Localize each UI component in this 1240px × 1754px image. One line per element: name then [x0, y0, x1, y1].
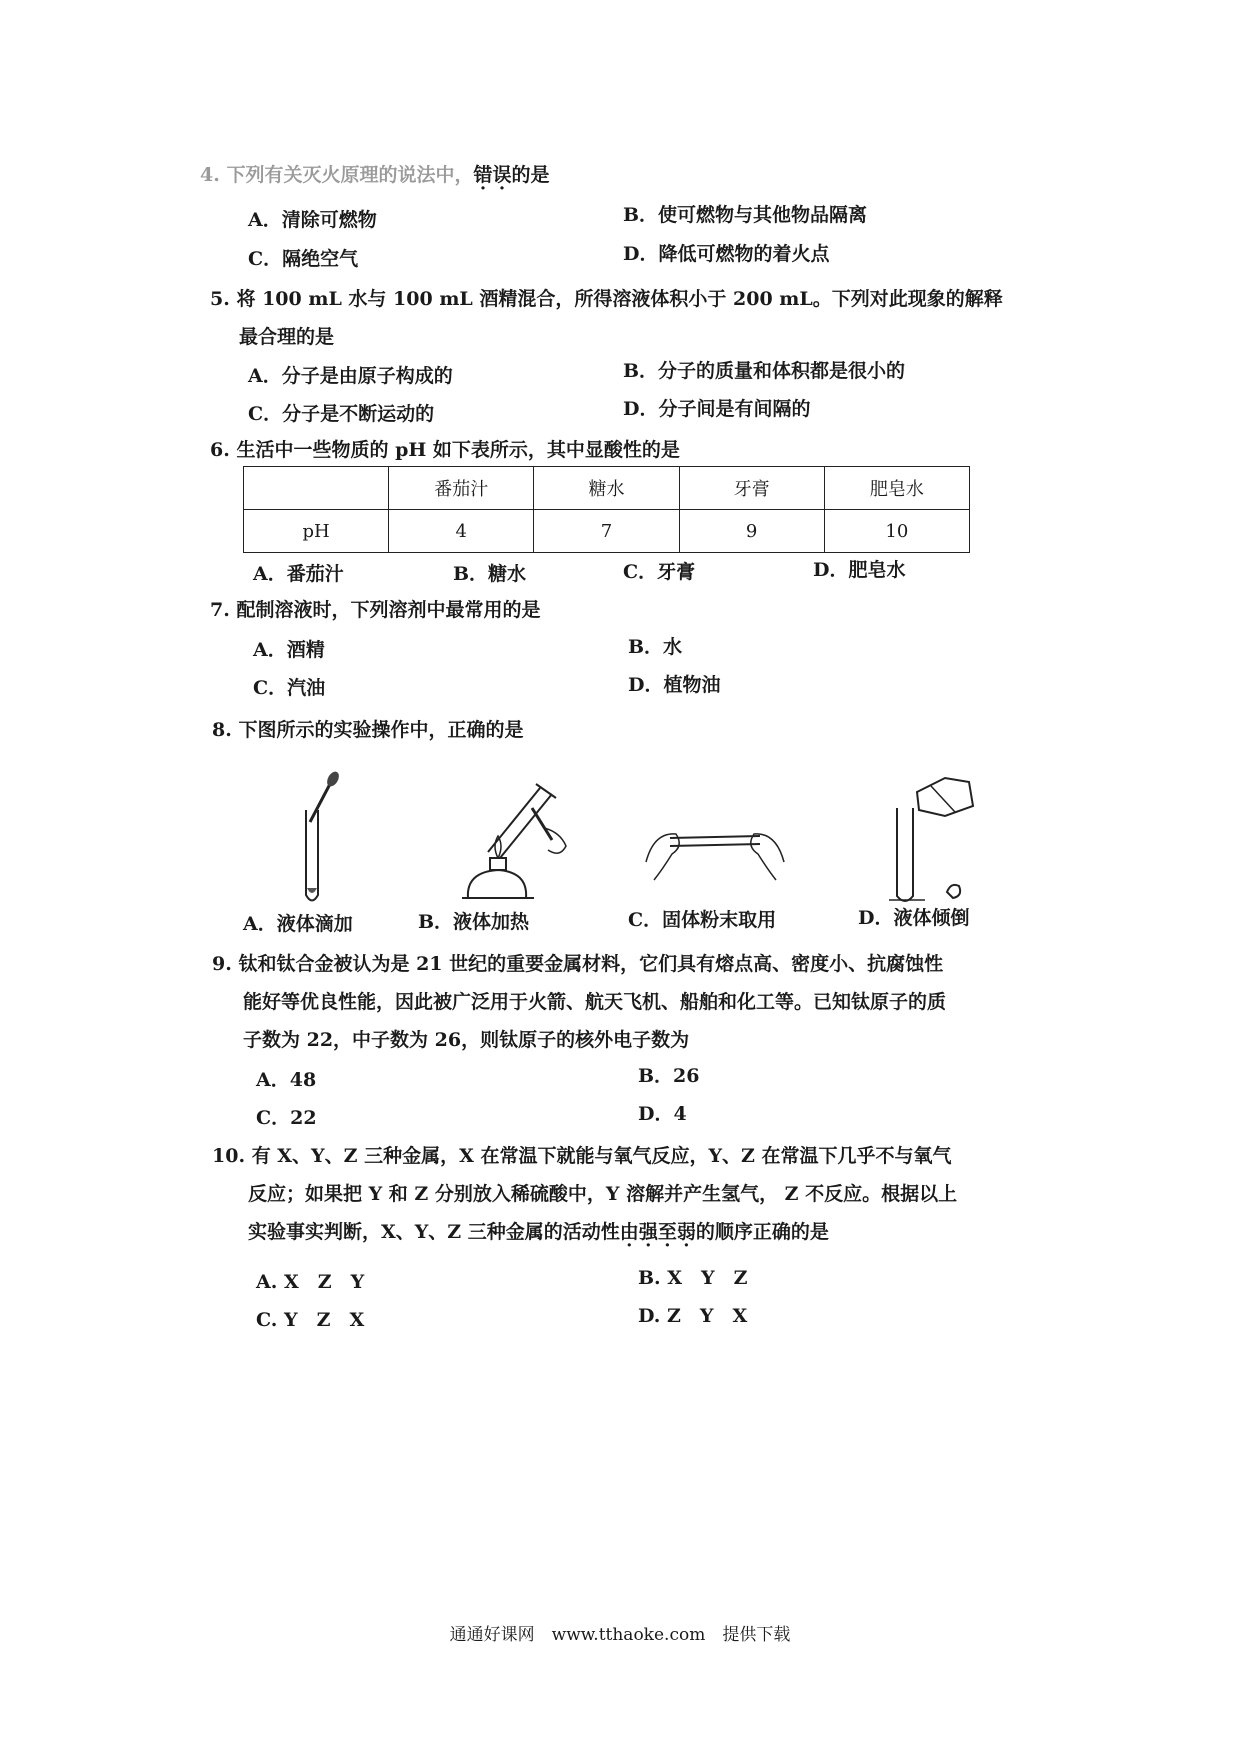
q6-option-b: B．糖水 — [453, 563, 527, 585]
q9-number: 9. — [212, 953, 232, 975]
ph-table-header: 糖水 — [534, 467, 679, 510]
q9-option-c: C．22 — [256, 1107, 317, 1129]
q10-number: 10. — [212, 1145, 246, 1167]
q10-emph-2: 强 — [638, 1221, 658, 1243]
q6-number: 6. — [210, 439, 230, 461]
q9-stem-line1 — [212, 952, 943, 976]
q5-option-d: D．分子间是有间隔的 — [623, 398, 811, 420]
q6-option-c: C．牙膏 — [623, 561, 696, 583]
q7-option-b: B．水 — [628, 636, 683, 658]
q8-caption-a: A．液体滴加 — [243, 913, 353, 935]
q7-option-a: A．酒精 — [253, 639, 325, 661]
ph-table-cell: 4 — [389, 510, 534, 553]
q10-stem-line1 — [212, 1144, 952, 1168]
q6-option-d: D．肥皂水 — [813, 559, 906, 581]
q10-option-c: C. Y Z X — [256, 1309, 365, 1331]
q4-stem-post: 的是 — [511, 164, 550, 186]
q9-option-b: B．26 — [638, 1065, 700, 1087]
q6-stem-text: 生活中一些物质的 pH 如下表所示，其中显酸性的是 — [236, 439, 680, 461]
q5-option-b: B．分子的质量和体积都是很小的 — [623, 360, 906, 382]
q5-stem-line1 — [210, 287, 1003, 311]
ph-table-header: 番茄汁 — [389, 467, 534, 510]
ph-table — [243, 466, 970, 553]
q5-number: 5. — [210, 288, 230, 310]
ph-table-header-row — [244, 467, 970, 510]
ph-table-row-label: pH — [244, 510, 389, 553]
q10-emph-3: 至 — [657, 1221, 677, 1243]
q10-option-d: D. Z Y X — [638, 1305, 748, 1327]
q10-stem-line3-post: 的顺序正确的是 — [695, 1221, 829, 1243]
q4-number: 4. — [200, 164, 220, 186]
ph-table-header: 肥皂水 — [824, 467, 969, 510]
q10-stem-line3 — [248, 1220, 829, 1244]
q9-stem-line3: 子数为 22，中子数为 26，则钛原子的核外电子数为 — [243, 1029, 690, 1051]
q4-option-b: B．使可燃物与其他物品隔离 — [623, 204, 868, 226]
q10-emph-4: 弱 — [676, 1221, 696, 1243]
liquid-heating-figure — [448, 780, 578, 910]
q10-stem-line2: 反应；如果把 Y 和 Z 分别放入稀硫酸中，Y 溶解并产生氢气， Z 不反应。根据以上 — [248, 1183, 958, 1205]
q6-option-a: A．番茄汁 — [253, 563, 344, 585]
powder-taking-figure — [640, 810, 790, 890]
q5-option-c: C．分子是不断运动的 — [248, 403, 435, 425]
liquid-pouring-figure — [885, 772, 995, 912]
q4-emph-1: 错 — [473, 164, 493, 186]
q9-stem-line2: 能好等优良性能，因此被广泛用于火箭、航天飞机、船舶和化工等。已知钛原子的质 — [243, 991, 947, 1013]
dropper-test-tube-figure — [280, 770, 360, 910]
ph-table-cell: 7 — [534, 510, 679, 553]
q7-stem-text: 配制溶液时，下列溶剂中最常用的是 — [236, 599, 541, 621]
q4-stem — [200, 163, 550, 187]
q8-caption-b: B．液体加热 — [418, 911, 530, 933]
q7-stem — [210, 598, 540, 622]
q10-stem-line3-pre: 实验事实判断，X、Y、Z 三种金属的活动性 — [248, 1221, 620, 1243]
q6-stem — [210, 438, 680, 462]
q8-stem — [212, 718, 523, 742]
q10-emph-1: 由 — [619, 1221, 639, 1243]
q10-option-b: B. X Y Z — [638, 1267, 748, 1289]
q10-stem-text: 有 X、Y、Z 三种金属，X 在常温下就能与氧气反应，Y、Z 在常温下几乎不与氧气 — [251, 1145, 952, 1167]
q8-caption-d: D．液体倾倒 — [858, 907, 970, 929]
ph-table-cell: 9 — [679, 510, 824, 553]
q8-stem-text: 下图所示的实验操作中，正确的是 — [238, 719, 524, 741]
q7-number: 7. — [210, 599, 230, 621]
q9-option-d: D．4 — [638, 1103, 687, 1125]
q8-number: 8. — [212, 719, 232, 741]
q5-stem-text: 将 100 mL 水与 100 mL 酒精混合，所得溶液体积小于 200 mL。下列对此现象的解释 — [236, 288, 1003, 310]
q4-option-c: C．隔绝空气 — [248, 248, 359, 270]
ph-table-cell: 10 — [824, 510, 969, 553]
ph-table-header: 牙膏 — [679, 467, 824, 510]
download-footer: 通通好课网 www.tthaoke.com 提供下载 — [449, 1625, 791, 1645]
q8-caption-c: C．固体粉末取用 — [628, 909, 777, 931]
q4-option-d: D．降低可燃物的着火点 — [623, 243, 830, 265]
ph-table-corner — [244, 467, 389, 510]
q9-option-a: A．48 — [256, 1069, 317, 1091]
q5-stem-line2: 最合理的是 — [239, 326, 335, 348]
q9-stem-text: 钛和钛合金被认为是 21 世纪的重要金属材料，它们具有熔点高、密度小、抗腐蚀性 — [238, 953, 944, 975]
ph-table-value-row — [244, 510, 970, 553]
q10-option-a: A. X Z Y — [256, 1271, 365, 1293]
q7-option-c: C．汽油 — [253, 677, 326, 699]
q4-emph-2: 误 — [492, 164, 512, 186]
q7-option-d: D．植物油 — [628, 674, 721, 696]
q5-option-a: A．分子是由原子构成的 — [248, 365, 453, 387]
q4-option-a: A．清除可燃物 — [248, 209, 377, 231]
q4-stem-pre: 下列有关灭火原理的说法中， — [226, 164, 474, 186]
